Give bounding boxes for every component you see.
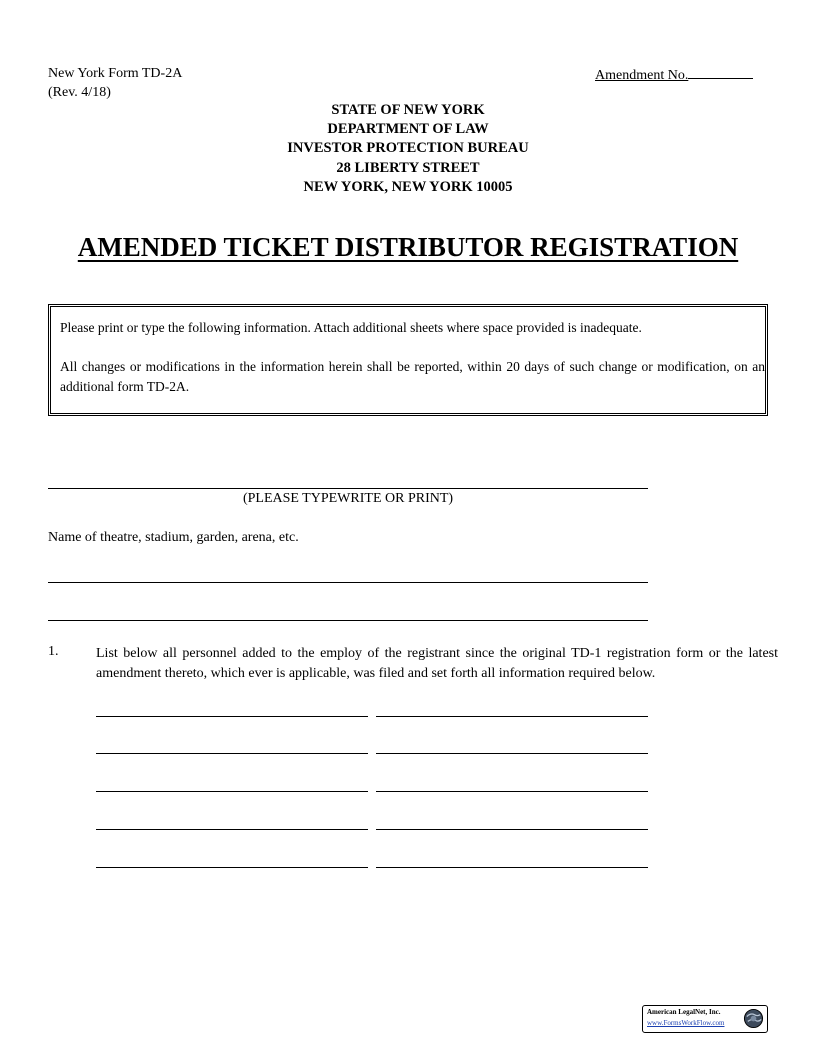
personnel-line-right[interactable] (376, 867, 648, 868)
personnel-line-left[interactable] (96, 791, 368, 792)
amendment-number (595, 64, 768, 85)
instructions-paragraph-1: Please print or type the following information. Attach additional sheets where space provided is inadequate. (60, 320, 642, 335)
personnel-line-left[interactable] (96, 716, 368, 717)
personnel-line-right[interactable] (376, 716, 648, 717)
address-line-1: STATE OF NEW YORK (331, 102, 485, 118)
personnel-line-right[interactable] (376, 791, 648, 792)
personnel-line-right[interactable] (376, 753, 648, 754)
form-header-left (48, 64, 182, 102)
personnel-line-left[interactable] (96, 867, 368, 868)
address-line-4: 28 LIBERTY STREET (336, 159, 480, 176)
publisher-url[interactable]: www.FormsWorkFlow.com (647, 1019, 725, 1027)
publisher-name: American LegalNet, Inc. (647, 1008, 721, 1016)
personnel-line-left[interactable] (96, 753, 368, 754)
form-id: New York Form TD-2A (48, 66, 183, 81)
address-line-5: NEW YORK, NEW YORK 10005 (303, 178, 513, 195)
personnel-line-left[interactable] (96, 829, 368, 830)
agency-address (0, 101, 816, 197)
address-line-3: INVESTOR PROTECTION BUREAU (287, 140, 529, 157)
form-title: AMENDED TICKET DISTRIBUTOR REGISTRATION (77, 232, 739, 262)
amendment-number-field[interactable] (688, 64, 753, 79)
typewrite-note: (PLEASE TYPEWRITE OR PRINT) (242, 491, 454, 506)
globe-icon (743, 1008, 764, 1029)
amendment-label: Amendment No. (595, 68, 689, 83)
instructions-box (48, 304, 768, 416)
venue-name-line-1[interactable] (48, 582, 648, 583)
registrant-name-line[interactable] (48, 488, 648, 489)
item-1-number: 1. (48, 644, 59, 659)
form-revision: (Rev. 4/18) (48, 85, 111, 100)
venue-name-line-2[interactable] (48, 620, 648, 621)
item-1-text: List below all personnel added to the employ of the registrant since the original TD-1 registration form or the latest amendment thereto, which ever is applicable, was filed and set forth all information required below. (96, 646, 778, 681)
venue-name-label: Name of theatre, stadium, garden, arena, etc. (48, 530, 299, 545)
address-line-2: DEPARTMENT OF LAW (327, 121, 489, 138)
personnel-line-right[interactable] (376, 829, 648, 830)
instructions-paragraph-2: All changes or modifications in the information herein shall be reported, within 20 days of such change or modification, on an additional form TD-2A. (60, 359, 765, 394)
publisher-logo (642, 1005, 768, 1033)
